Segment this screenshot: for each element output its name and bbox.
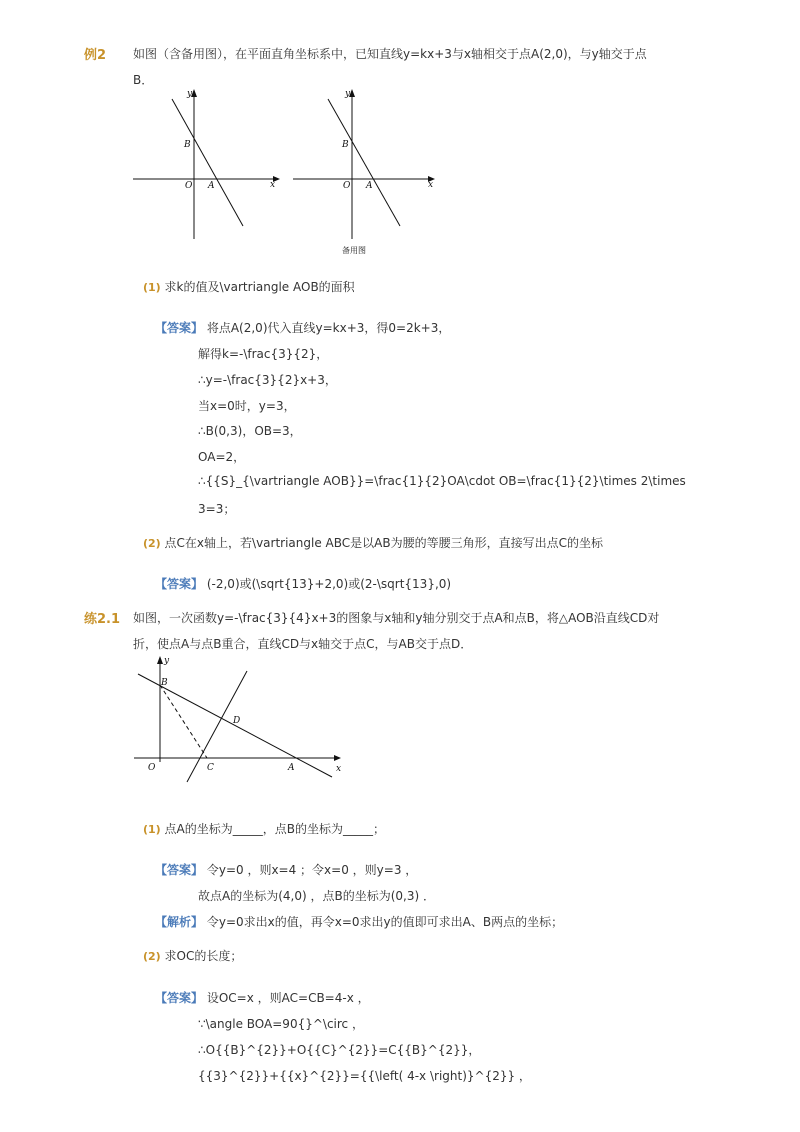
label-y: y [187, 89, 193, 99]
label-O: O [148, 763, 156, 773]
y-axis-arrow-icon [157, 656, 163, 664]
answer-tag: 【答案】 [155, 321, 204, 335]
label-D: D [233, 716, 241, 726]
practice-q2-answer-line-1: ∵\angle BOA=90{}^\circ ， [198, 1017, 364, 1031]
label-y: y [164, 656, 170, 666]
practice-q1 [143, 820, 385, 837]
practice-intro-line2: 折，使点A与点B重合，直线CD与x轴交于点C，与AB交于点D． [133, 637, 473, 651]
line-CD [187, 671, 247, 782]
practice-q2-answer-line-3: {{3}^{2}}+{{x}^{2}}={{\left( 4-x \right)}^{2}} ， [198, 1069, 531, 1083]
q2-label: (2) [143, 537, 161, 550]
label-B: B [184, 140, 191, 150]
example-q1-answer-line-5: OA=2， [198, 450, 246, 464]
label-A: A [288, 763, 295, 773]
practice-figure [130, 650, 350, 790]
example-q1 [143, 278, 355, 295]
example-q1-answer-line-6: ∴{{S}_{\vartriangle AOB}}=\frac{1}{2}OA\cdot OB=\frac{1}{2}\times 2\times [198, 474, 686, 488]
label-B: B [161, 678, 168, 688]
label-x: x [336, 764, 342, 774]
example-q1-answer-line-1: 解得k=-\frac{3}{2}， [198, 347, 329, 361]
practice-q2 [143, 947, 242, 964]
example-q2 [143, 534, 603, 551]
q1-label: (1) [143, 823, 161, 836]
example-intro-line1: 如图（含备用图），在平面直角坐标系中，已知直线y=kx+3与x轴相交于点A(2,0)，与y轴交于点 [133, 47, 647, 61]
label-O: O [343, 181, 351, 191]
example-q2-answer [155, 575, 451, 592]
spare-figure-caption: 备用图 [342, 246, 366, 255]
example-q1-answer-line-3: 当x=0时，y=3， [198, 399, 296, 413]
example-q1-answer-line-4: ∴B(0,3)，OB=3， [198, 424, 302, 438]
label-y: y [345, 89, 351, 99]
q1-text: 求k的值及\vartriangle AOB的面积 [164, 280, 355, 294]
label-x: x [428, 180, 434, 190]
example-q1-answer-line-7: 3=3； [198, 502, 236, 516]
segment-BC-dashed [160, 685, 207, 758]
answer-text: 将点A(2,0)代入直线y=kx+3，得0=2k+3， [206, 321, 451, 335]
practice-q1-answer [155, 861, 417, 878]
q2-text: 点C在x轴上，若\vartriangle ABC是以AB为腰的等腰三角形，直接写出点C的坐标 [164, 536, 603, 550]
practice-q1-answer-line2: 故点A的坐标为(4,0) ，点B的坐标为(0,3) ． [198, 889, 435, 903]
line-kx-plus-3 [172, 99, 243, 226]
example-q1-answer-line-2: ∴y=-\frac{3}{2}x+3， [198, 373, 337, 387]
x-axis-arrow-icon [334, 755, 341, 761]
q2-label: (2) [143, 950, 161, 963]
q2-text: 求OC的长度； [164, 949, 243, 963]
example-q1-answer-line-0 [155, 319, 450, 336]
line-kx-plus-3 [328, 99, 400, 226]
practice-q2-answer-line-0 [155, 989, 370, 1006]
answer-tag: 【答案】 [155, 991, 204, 1005]
q1-label: (1) [143, 281, 161, 294]
label-A: A [366, 181, 373, 191]
label-B: B [342, 140, 349, 150]
answer-text: 设OC=x ，则AC=CB=4-x ， [206, 991, 370, 1005]
practice-label: 练2.1 [84, 612, 121, 627]
analysis-text: 令y=0求出x的值，再令x=0求出y的值即可求出A、B两点的坐标； [206, 915, 564, 929]
answer-tag: 【答案】 [155, 577, 204, 591]
answer-tag: 【答案】 [155, 863, 204, 877]
practice-intro-line1: 如图，一次函数y=-\frac{3}{4}x+3的图象与x轴和y轴分别交于点A和点B，将△AOB沿直线CD对 [133, 611, 660, 625]
practice-q2-answer-line-2: ∴O{{B}^{2}}+O{{C}^{2}}=C{{B}^{2}}， [198, 1043, 481, 1057]
example-figure-spare [288, 86, 448, 258]
label-O: O [185, 181, 193, 191]
label-A: A [208, 181, 215, 191]
label-C: C [207, 763, 214, 773]
example-label: 例2 [84, 48, 107, 63]
answer-text: 令y=0 ，则x=4 ；令x=0 ，则y=3 ， [206, 863, 418, 877]
q1-text: 点A的坐标为_____，点B的坐标为_____； [164, 822, 385, 836]
label-x: x [270, 180, 276, 190]
practice-q1-analysis [155, 913, 563, 930]
example-figure-main [128, 86, 288, 246]
answer-text: (-2,0)或(\sqrt{13}+2,0)或(2-\sqrt{13},0) [206, 577, 452, 591]
analysis-tag: 【解析】 [155, 915, 204, 929]
example-intro-line2: B． [133, 73, 154, 87]
